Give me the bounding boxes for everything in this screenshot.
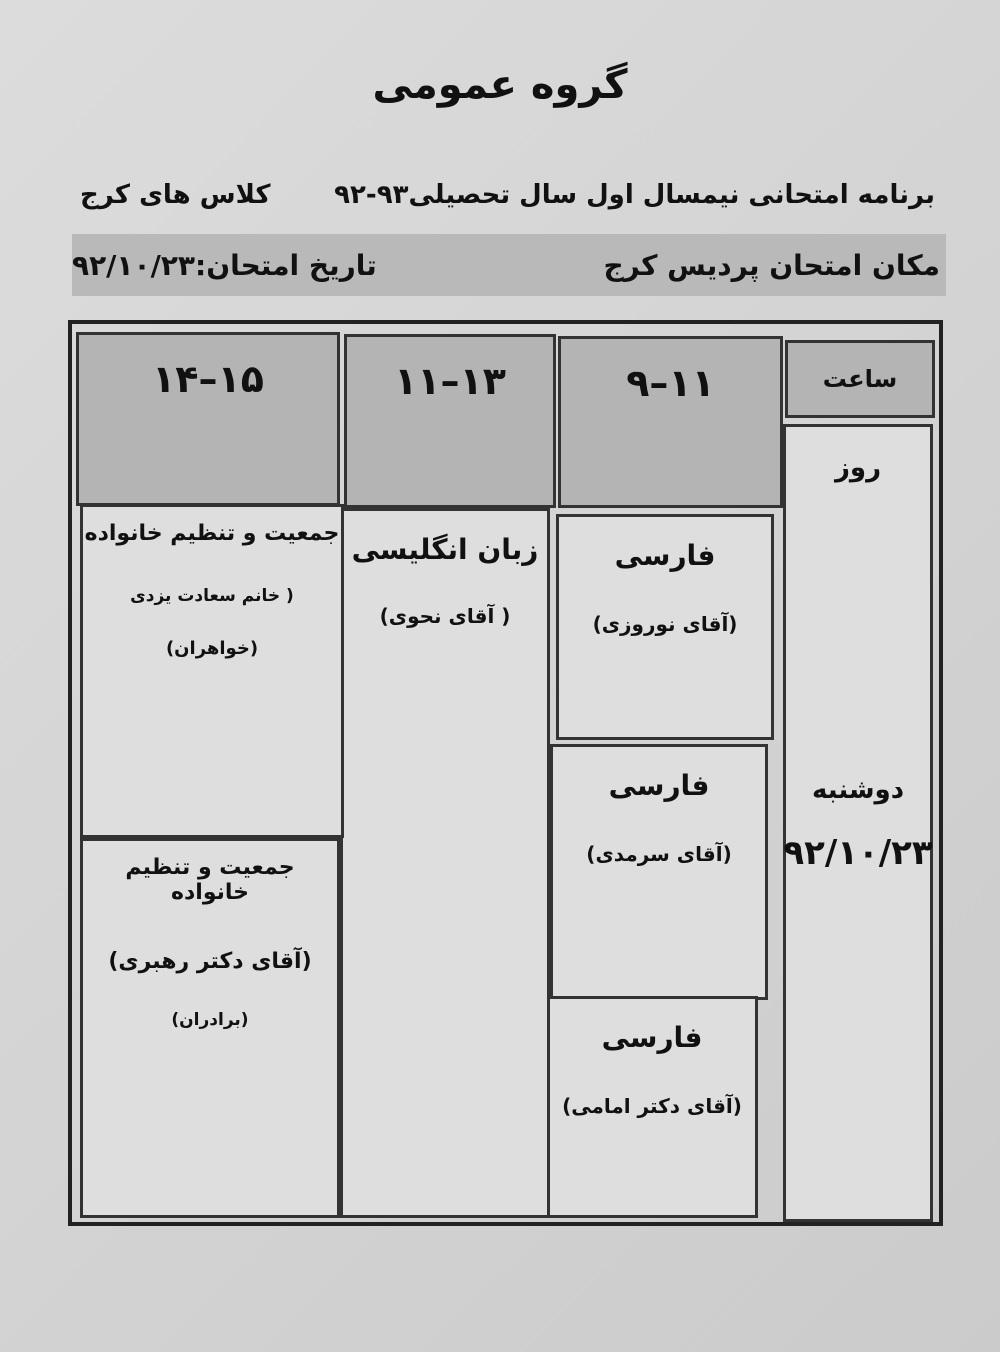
exam-teacher: (آقای نوروزی)	[592, 612, 738, 636]
program-title: برنامه امتحانی نیمسال اول سال تحصیلی۹۳-۹۲	[334, 180, 935, 210]
exam-subject: فارسی	[601, 1021, 703, 1054]
slot2-exam-1	[340, 508, 550, 1218]
exam-subject: فارسی	[614, 539, 716, 572]
slot-header-1	[558, 336, 783, 508]
day-name: دوشنبه	[811, 775, 905, 805]
exam-subject: زبان انگلیسی	[351, 533, 539, 566]
exam-group: (برادران)	[171, 1010, 249, 1030]
exam-subject: فارسی	[608, 769, 710, 802]
day-label: روز	[834, 453, 882, 483]
exam-group: (خواهران)	[165, 638, 259, 659]
exam-teacher: (آقای دکتر امامی)	[562, 1094, 742, 1118]
slot3-exam-1	[80, 504, 344, 838]
slot1-exam-2	[550, 744, 768, 1000]
exam-location: مکان امتحان پردیس کرج	[603, 248, 940, 282]
page-title: گروه عمومی	[372, 62, 628, 108]
schedule-table	[68, 320, 943, 1226]
exam-teacher: ( خانم سعادت یزدی	[130, 586, 294, 606]
slot-header-2	[344, 334, 556, 508]
exam-subject: جمعیت و تنظیم خانواده	[125, 855, 295, 905]
day-cell	[783, 424, 933, 1222]
exam-date: تاریخ امتحان:۹۲/۱۰/۲۳	[72, 248, 377, 282]
location-date-band	[72, 234, 946, 296]
exam-teacher: (آقای سرمدی)	[586, 842, 732, 866]
day-date: ۹۲/۱۰/۲۳	[783, 833, 933, 873]
slot-time-1: ۹–۱۱	[626, 361, 715, 405]
classes-label: کلاس های کرج	[80, 180, 271, 210]
slot-time-3: ۱۴–۱۵	[152, 357, 264, 401]
slot3-exam-2	[80, 838, 340, 1218]
program-header-row	[80, 170, 935, 220]
slot1-exam-3	[546, 996, 758, 1218]
exam-subject: جمعیت و تنظیم خانواده	[84, 521, 340, 546]
slot-header-3	[76, 332, 340, 506]
hour-header-cell	[785, 340, 935, 418]
exam-teacher: (آقای دکتر رهبری)	[108, 949, 312, 974]
hour-label: ساعت	[822, 365, 898, 393]
slot1-exam-1	[556, 514, 774, 740]
exam-teacher: ( آقای نحوی)	[379, 604, 511, 628]
slot-time-2: ۱۱–۱۳	[394, 359, 506, 403]
